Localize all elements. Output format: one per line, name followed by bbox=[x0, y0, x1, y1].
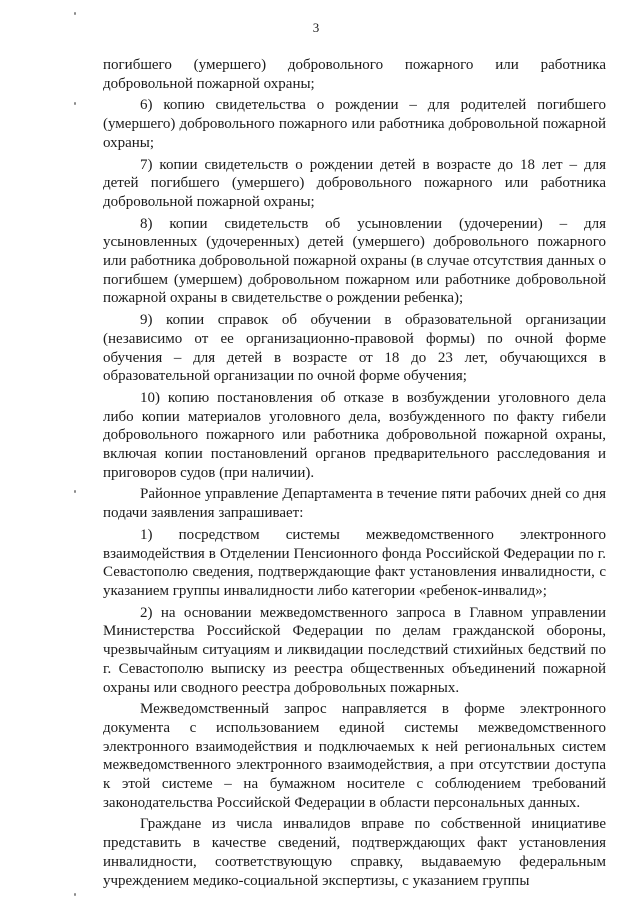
paragraph: Межведомственный запрос направляется в форме электронного документа с использованием единой системы межведомственного электронного взаимодействия и подключаемых к ней региональных систем межведомственного электронного взаимодействия, а при отсутствии доступа к этой системе – на бумажном носителе с соблюдением требований законодательства Российской Федерации в области персональных данных. bbox=[103, 701, 606, 811]
paragraph: 2) на основании межведомственного запроса в Главном управлении Министерства Российской Федерации по делам гражданской обороны, чрезвычайным ситуациям и ликвидации последствий стихийных бедствий по г. Севастополю выписку из реестра общественных объединений пожарной охраны или сводного реестра добровольных пожарных. bbox=[103, 604, 606, 696]
scan-artifact bbox=[74, 893, 76, 896]
paragraph: Граждане из числа инвалидов вправе по собственной инициативе представить в качестве сведений, подтверждающих факт установления инвалидности, соответствующую справку, выдаваемую федеральным учреждением медико-социальной экспертизы, с указанием группы bbox=[103, 816, 606, 889]
paragraph: 7) копии свидетельств о рождении детей в возрасте до 18 лет – для детей погибшего (умершего) добровольного пожарного или работника добровольной пожарной охраны; bbox=[103, 156, 606, 210]
page-number: 3 bbox=[312, 20, 320, 35]
paragraph: 1) посредством системы межведомственного электронного взаимодействия в Отделении Пенсионного фонда Российской Федерации по г. Севастополю сведения, подтверждающие факт установления инвалидности, с указанием группы инвалидности либо категории «ребенок-инвалид»; bbox=[103, 526, 606, 599]
paragraph: 8) копии свидетельств об усыновлении (удочерении) – для усыновленных (удочеренных) детей (умершего) добровольного пожарного или работника добровольной пожарной охраны (в случае отсутствия данных о погибшем (умершем) добровольном пожарном или работнике добровольной пожарной охраны в свидетельстве о рождении ребенка); bbox=[103, 215, 606, 307]
paragraph: 9) копии справок об обучении в образовательной организации (независимо от ее организационно-правовой формы) по очной форме обучения – для детей в возрасте от 18 до 23 лет, обучающихся в образовательной организации по очной форме обучения; bbox=[103, 312, 606, 385]
paragraph: 6) копию свидетельства о рождении – для родителей погибшего (умершего) добровольного пожарного или работника добровольной пожарной охраны; bbox=[103, 97, 606, 151]
scan-artifact bbox=[74, 12, 76, 15]
scan-artifact bbox=[74, 490, 76, 493]
paragraph: Районное управление Департамента в течение пяти рабочих дней со дня подачи заявления запрашивает: bbox=[103, 486, 606, 522]
document-body bbox=[103, 56, 606, 893]
paragraph: погибшего (умершего) добровольного пожарного или работника добровольной пожарной охраны; bbox=[103, 57, 606, 92]
paragraph: 10) копию постановления об отказе в возбуждении уголовного дела либо копии материалов уголовного дела, возбужденного по факту гибели добровольного пожарного или работника добровольной пожарной охраны, включая копии постановлений органов предварительного расследования и приговоров судов (при наличии). bbox=[103, 389, 606, 481]
scan-artifact bbox=[74, 102, 76, 105]
